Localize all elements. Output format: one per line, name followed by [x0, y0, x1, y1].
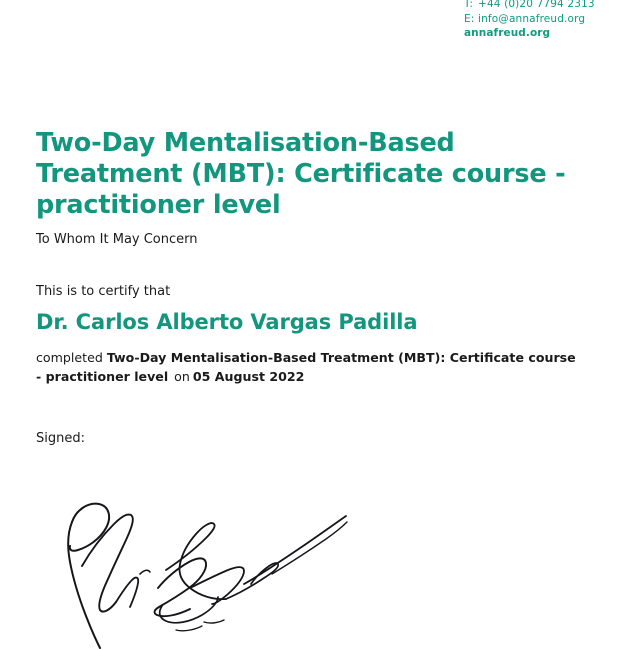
phone-value: +44 (0)20 7794 2313 — [478, 0, 595, 10]
header-website-link[interactable]: annafreud.org — [464, 27, 551, 39]
header-email-line — [464, 12, 595, 27]
header-contact-block — [464, 0, 595, 41]
completion-statement — [36, 348, 581, 386]
header-phone-line — [464, 0, 595, 12]
certify-text: This is to certify that — [36, 284, 171, 299]
course-name: Two-Day Mentalisation-Based Treatment (MBT): Certificate course - practitioner level — [36, 350, 576, 384]
phone-label: T: — [464, 0, 474, 10]
salutation-text: To Whom It May Concern — [36, 232, 198, 247]
email-value[interactable]: info@annafreud.org — [478, 12, 586, 25]
completed-label: completed — [36, 350, 103, 365]
completion-date: 05 August 2022 — [192, 369, 305, 384]
signature-image — [58, 470, 368, 650]
email-label: E: — [464, 12, 475, 25]
certificate-title: Two-Day Mentalisation-Based Treatment (MBT): Certificate course - practitioner level — [36, 128, 566, 220]
signed-label: Signed: — [36, 431, 85, 446]
on-label: on — [174, 369, 190, 384]
recipient-name: Dr. Carlos Alberto Vargas Padilla — [36, 310, 418, 334]
